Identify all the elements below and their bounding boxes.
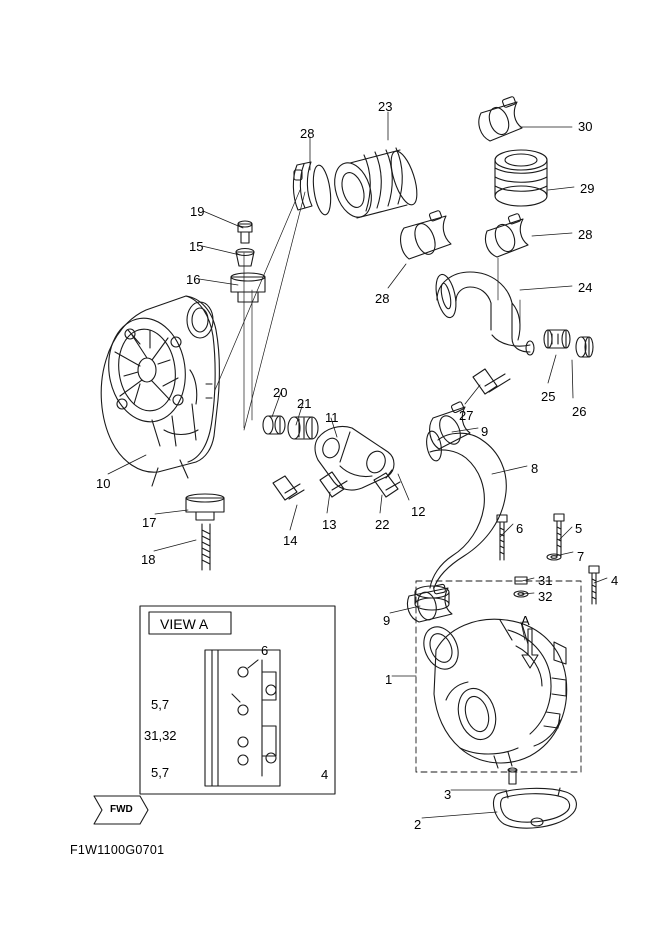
callout-9-upper: 9 bbox=[481, 424, 489, 439]
fwd-arrow-label: FWD bbox=[110, 804, 133, 815]
callout-28-upper: 28 bbox=[300, 126, 315, 141]
callout-19: 19 bbox=[190, 204, 205, 219]
callout-20: 20 bbox=[273, 385, 288, 400]
callout-26: 26 bbox=[572, 404, 587, 419]
callout-5-7-upper: 5,7 bbox=[151, 697, 170, 712]
callout-24: 24 bbox=[578, 280, 593, 295]
callout-31: 31 bbox=[538, 573, 553, 588]
callout-31-32: 31,32 bbox=[144, 728, 177, 743]
callout-4-view-a: 4 bbox=[321, 767, 329, 782]
callout-1: 1 bbox=[385, 672, 393, 687]
callout-6-view-a: 6 bbox=[261, 643, 269, 658]
callout-5-7-lower: 5,7 bbox=[151, 765, 170, 780]
view-a-title: VIEW A bbox=[160, 616, 209, 632]
callout-16: 16 bbox=[186, 272, 201, 287]
callout-30: 30 bbox=[578, 119, 593, 134]
callout-22: 22 bbox=[375, 517, 390, 532]
callout-10: 10 bbox=[96, 476, 111, 491]
callout-3: 3 bbox=[444, 787, 452, 802]
callout-27: 27 bbox=[459, 408, 474, 423]
callout-13: 13 bbox=[322, 517, 337, 532]
callout-2: 2 bbox=[414, 817, 422, 832]
callout-4-right: 4 bbox=[611, 573, 619, 588]
callout-15: 15 bbox=[189, 239, 204, 254]
callout-25: 25 bbox=[541, 389, 556, 404]
callout-12: 12 bbox=[411, 504, 426, 519]
part-code: F1W1100G0701 bbox=[70, 843, 165, 857]
callout-32: 32 bbox=[538, 589, 553, 604]
callout-28-lower: 28 bbox=[375, 291, 390, 306]
callout-14: 14 bbox=[283, 533, 298, 548]
callout-section-a: A bbox=[521, 613, 530, 628]
callout-7: 7 bbox=[577, 549, 585, 564]
callout-9-lower: 9 bbox=[383, 613, 391, 628]
callout-17: 17 bbox=[142, 515, 157, 530]
callout-8: 8 bbox=[531, 461, 539, 476]
callout-6-top: 6 bbox=[516, 521, 524, 536]
callout-21: 21 bbox=[297, 396, 312, 411]
callout-28-right: 28 bbox=[578, 227, 593, 242]
callout-11: 11 bbox=[325, 410, 339, 425]
callout-18: 18 bbox=[141, 552, 156, 567]
callout-5: 5 bbox=[575, 521, 583, 536]
callout-29: 29 bbox=[580, 181, 595, 196]
callout-23: 23 bbox=[378, 99, 393, 114]
